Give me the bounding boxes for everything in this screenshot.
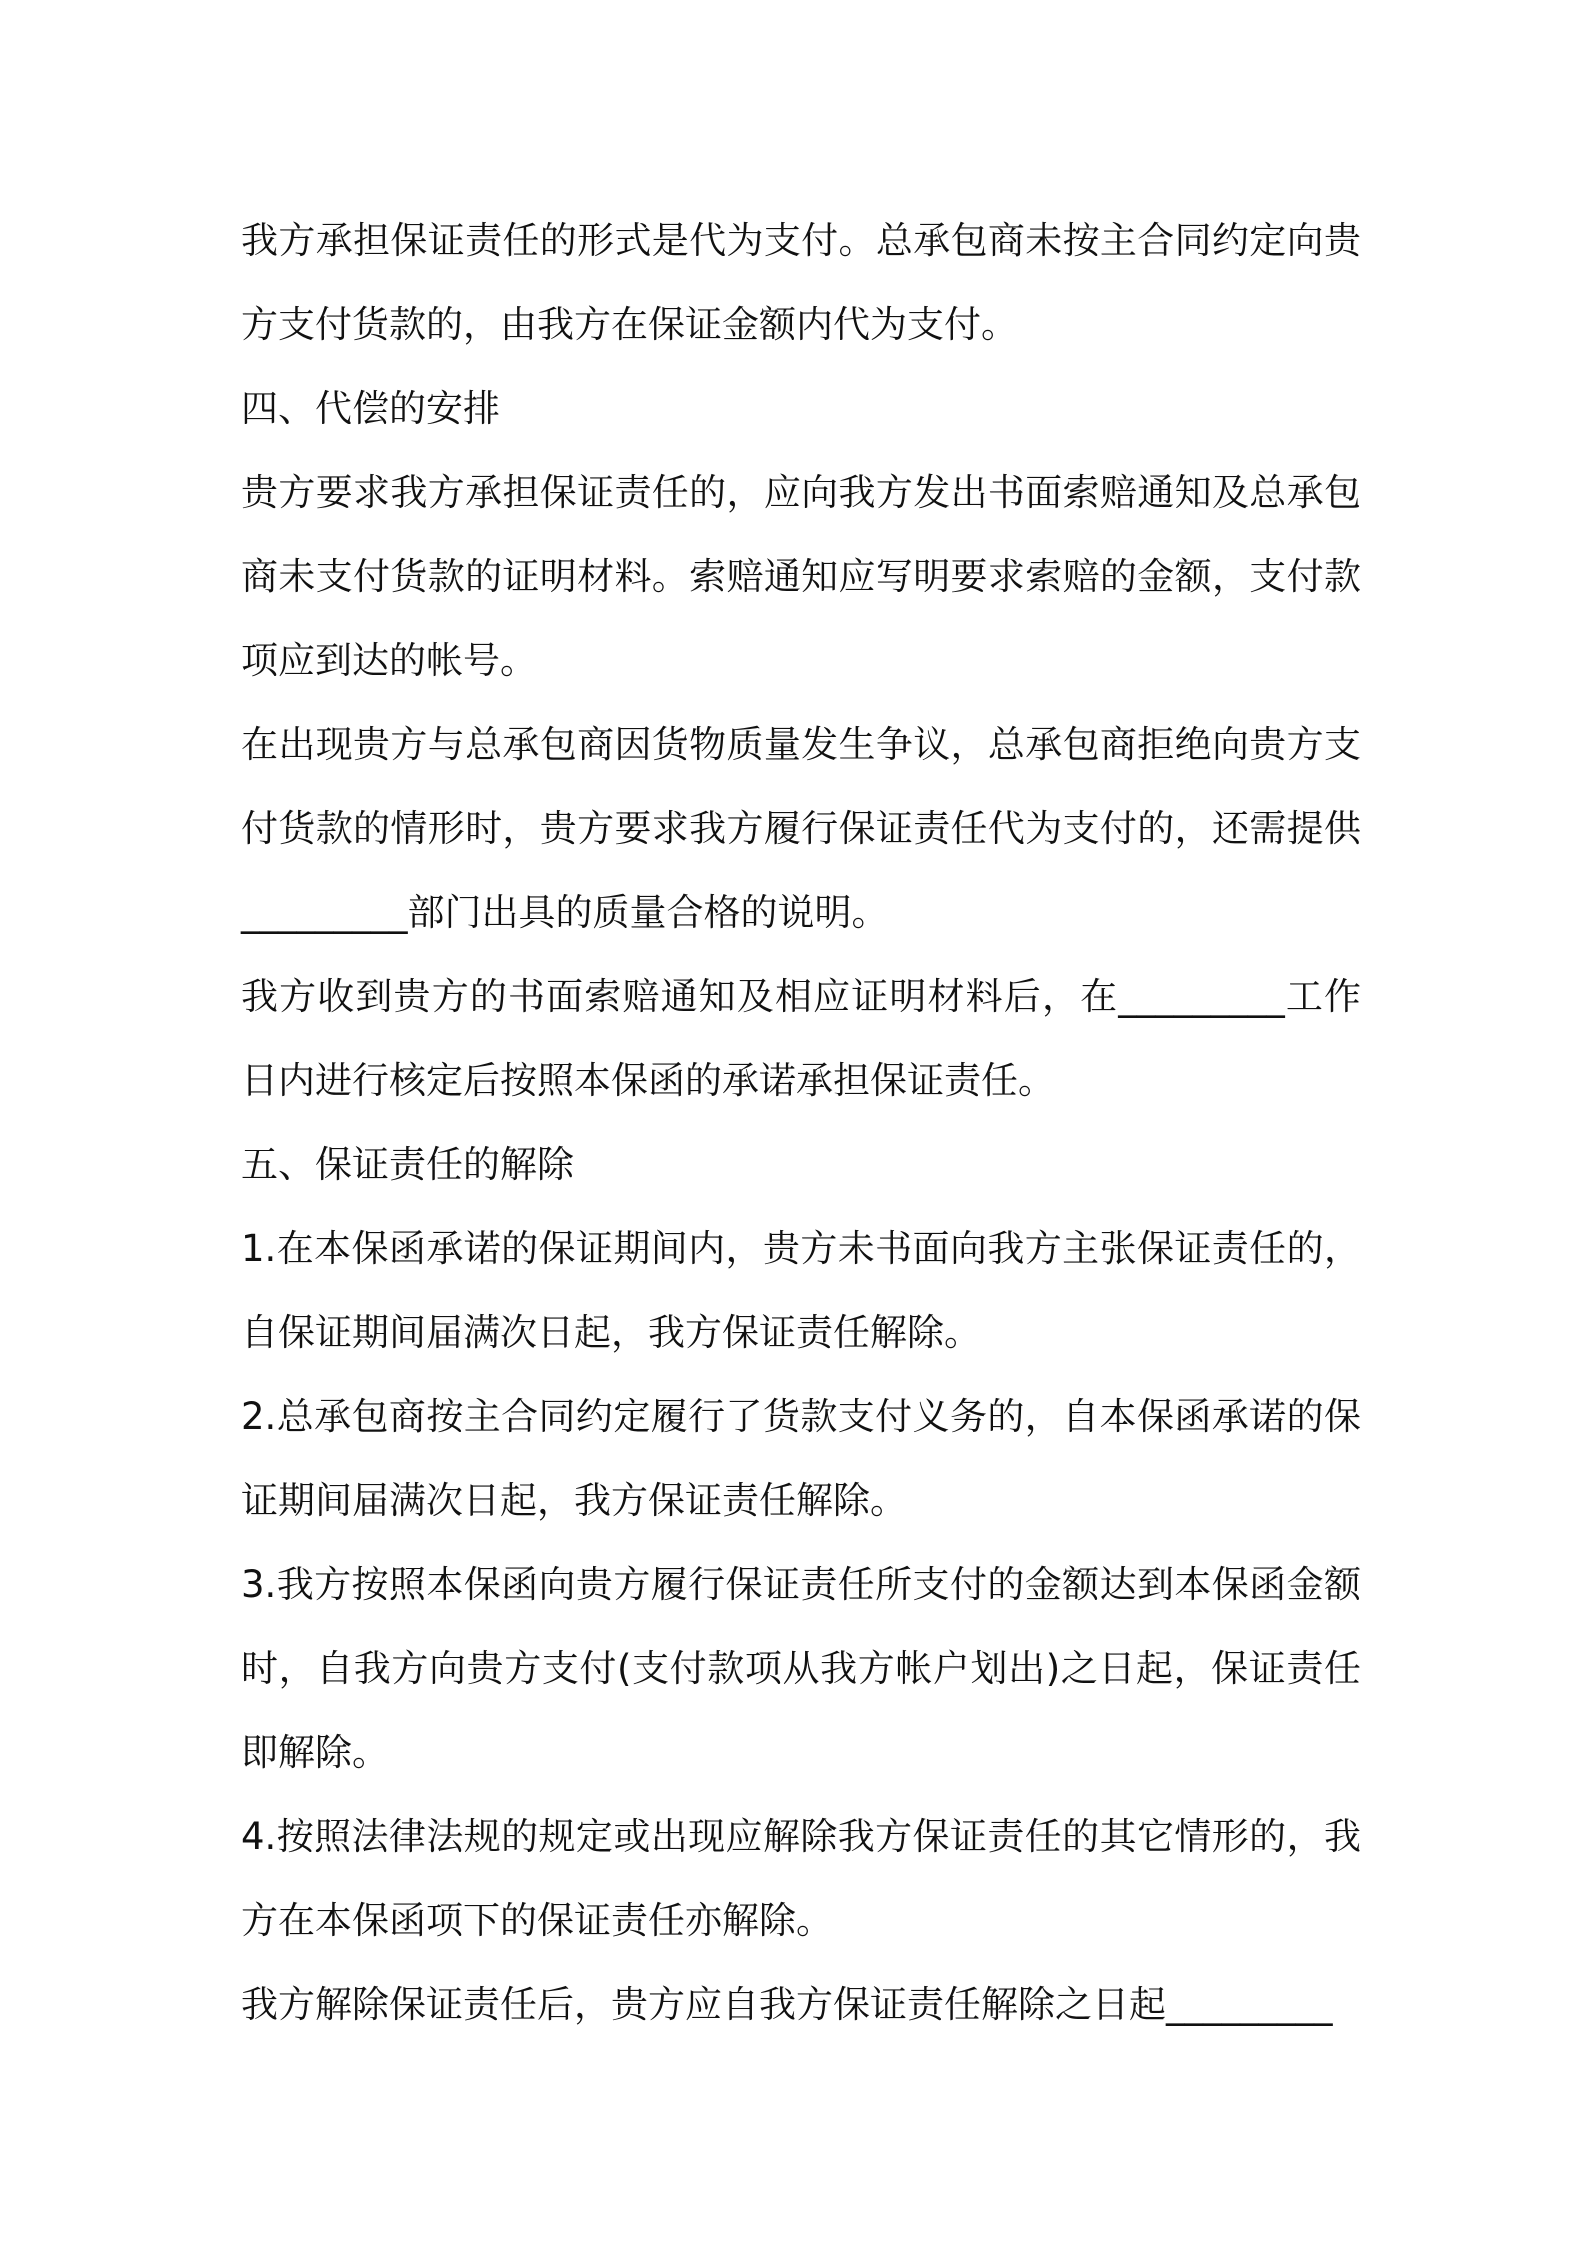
paragraph-after-release: 我方解除保证责任后，贵方应自我方保证责任解除之日起_________ <box>241 1983 1333 2026</box>
paragraph-claim-notice: 贵方要求我方承担保证责任的，应向我方发出书面索赔通知及总承包商未支付货款的证明材料。索赔通知应写明要求索赔的金额，支付款项应到达的帐号。 <box>241 471 1361 682</box>
paragraph-quality-dispute: 在出现贵方与总承包商因货物质量发生争议，总承包商拒绝向贵方支付货款的情形时，贵方要求我方履行保证责任代为支付的，还需提供_________部门出具的质量合格的说明。 <box>241 723 1361 934</box>
paragraph-payment-form: 我方承担保证责任的形式是代为支付。总承包商未按主合同约定向贵方支付货款的，由我方在保证金额内代为支付。 <box>241 219 1361 346</box>
list-item-release-1: 1.在本保函承诺的保证期间内，贵方未书面向我方主张保证责任的，自保证期间届满次日起，我方保证责任解除。 <box>241 1227 1361 1354</box>
document-body <box>241 199 1361 2047</box>
section-heading-compensation: 四、代偿的安排 <box>241 387 500 430</box>
list-item-release-4: 4.按照法律法规的规定或出现应解除我方保证责任的其它情形的，我方在本保函项下的保证责任亦解除。 <box>241 1815 1361 1942</box>
section-heading-release: 五、保证责任的解除 <box>241 1143 574 1186</box>
paragraph-verification: 我方收到贵方的书面索赔通知及相应证明材料后，在_________工作日内进行核定后按照本保函的承诺承担保证责任。 <box>241 975 1361 1102</box>
list-item-release-3: 3.我方按照本保函向贵方履行保证责任所支付的金额达到本保函金额时，自我方向贵方支付(支付款项从我方帐户划出)之日起，保证责任即解除。 <box>241 1563 1361 1774</box>
list-item-release-2: 2.总承包商按主合同约定履行了货款支付义务的，自本保函承诺的保证期间届满次日起，我方保证责任解除。 <box>241 1395 1361 1522</box>
